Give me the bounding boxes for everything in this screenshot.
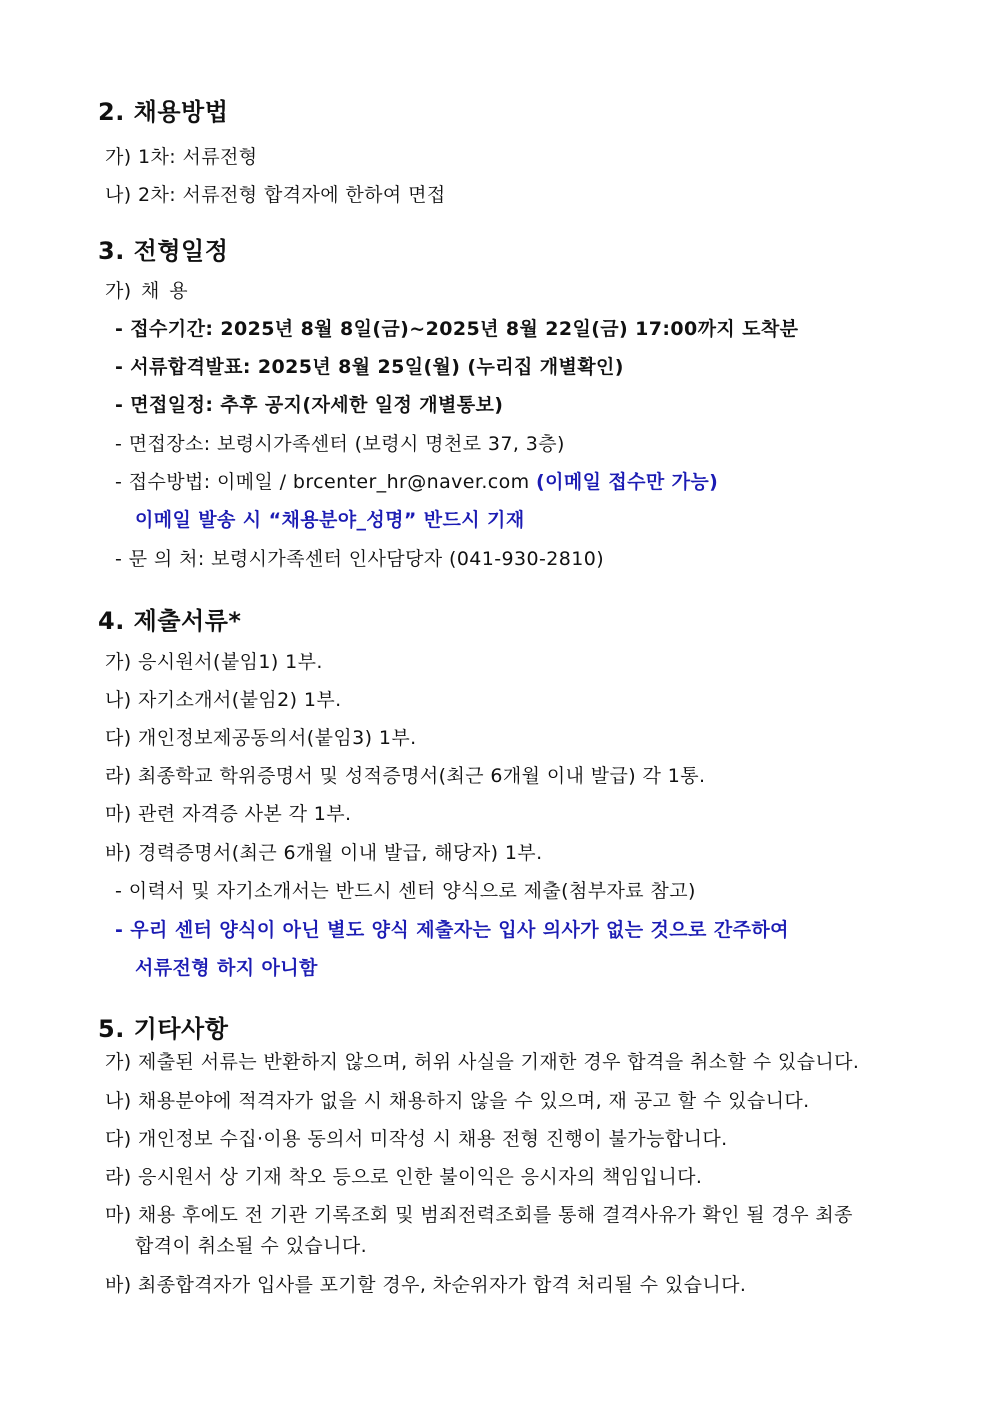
s3-interview: - 면접일정: 추후 공지(자세한 일정 개별통보): [115, 394, 504, 416]
s3-place: - 면접장소: 보령시가족센터 (보령시 명천로 37, 3층): [115, 433, 565, 455]
s5-item-5: 마) 채용 후에도 전 기관 기록조회 및 범죄전력조회를 통해 결격사유가 확인 될 경우 최종: [105, 1204, 853, 1226]
s4-item-2: 나) 자기소개서(붙임2) 1부.: [105, 689, 342, 711]
s3-period: - 접수기간: 2025년 8월 8일(금)~2025년 8월 22일(금) 17:00까지 도착분: [115, 318, 799, 340]
s5-item-4: 라) 응시원서 상 기재 착오 등으로 인한 불이익은 응시자의 책임입니다.: [105, 1166, 703, 1188]
s3-announce: - 서류합격발표: 2025년 8월 25일(월) (누리집 개별확인): [115, 356, 624, 378]
s4-item-3: 다) 개인정보제공동의서(붙임3) 1부.: [105, 727, 417, 749]
s5-item-5-cont: 합격이 취소될 수 있습니다.: [135, 1235, 368, 1257]
s2-item-1: 가) 1차: 서류전형: [105, 146, 258, 168]
s5-item-1: 가) 제출된 서류는 반환하지 않으며, 허위 사실을 기재한 경우 합격을 취소할 수 있습니다.: [105, 1051, 860, 1073]
s4-note-2-cont: 서류전형 하지 아니함: [135, 957, 318, 979]
s4-item-5: 마) 관련 자격증 사본 각 1부.: [105, 803, 352, 825]
s4-item-6: 바) 경력증명서(최근 6개월 이내 발급, 해당자) 1부.: [105, 842, 543, 864]
section-5-title: 5. 기타사항: [98, 1015, 229, 1043]
s3-method-text: - 접수방법: 이메일 / brcenter_hr@naver.com: [115, 471, 530, 493]
section-3-title: 3. 전형일정: [98, 237, 229, 265]
s4-item-1: 가) 응시원서(붙임1) 1부.: [105, 651, 323, 673]
s3-method-note: (이메일 접수만 가능): [536, 471, 719, 493]
s5-item-3: 다) 개인정보 수집·이용 동의서 미작성 시 채용 전형 진행이 불가능합니다.: [105, 1128, 728, 1150]
section-4-title: 4. 제출서류*: [98, 607, 242, 635]
s3-head: 가) 채 용: [105, 280, 188, 302]
s3-method: [115, 467, 718, 494]
s3-contact: - 문 의 처: 보령시가족센터 인사담당자 (041-930-2810): [115, 548, 605, 570]
s5-item-2: 나) 채용분야에 적격자가 없을 시 채용하지 않을 수 있으며, 재 공고 할 수 있습니다.: [105, 1090, 810, 1112]
s5-item-6: 바) 최종합격자가 입사를 포기할 경우, 차순위자가 합격 처리될 수 있습니다.: [105, 1274, 747, 1296]
s4-item-4: 라) 최종학교 학위증명서 및 성적증명서(최근 6개월 이내 발급) 각 1통.: [105, 765, 706, 787]
s3-email-note: 이메일 발송 시 “채용분야_성명” 반드시 기재: [135, 509, 525, 531]
s4-note-1: - 이력서 및 자기소개서는 반드시 센터 양식으로 제출(첨부자료 참고): [115, 880, 696, 902]
section-2-title: 2. 채용방법: [98, 98, 229, 126]
s2-item-2: 나) 2차: 서류전형 합격자에 한하여 면접: [105, 184, 446, 206]
s4-note-2: - 우리 센터 양식이 아닌 별도 양식 제출자는 입사 의사가 없는 것으로 간주하여: [115, 919, 789, 941]
